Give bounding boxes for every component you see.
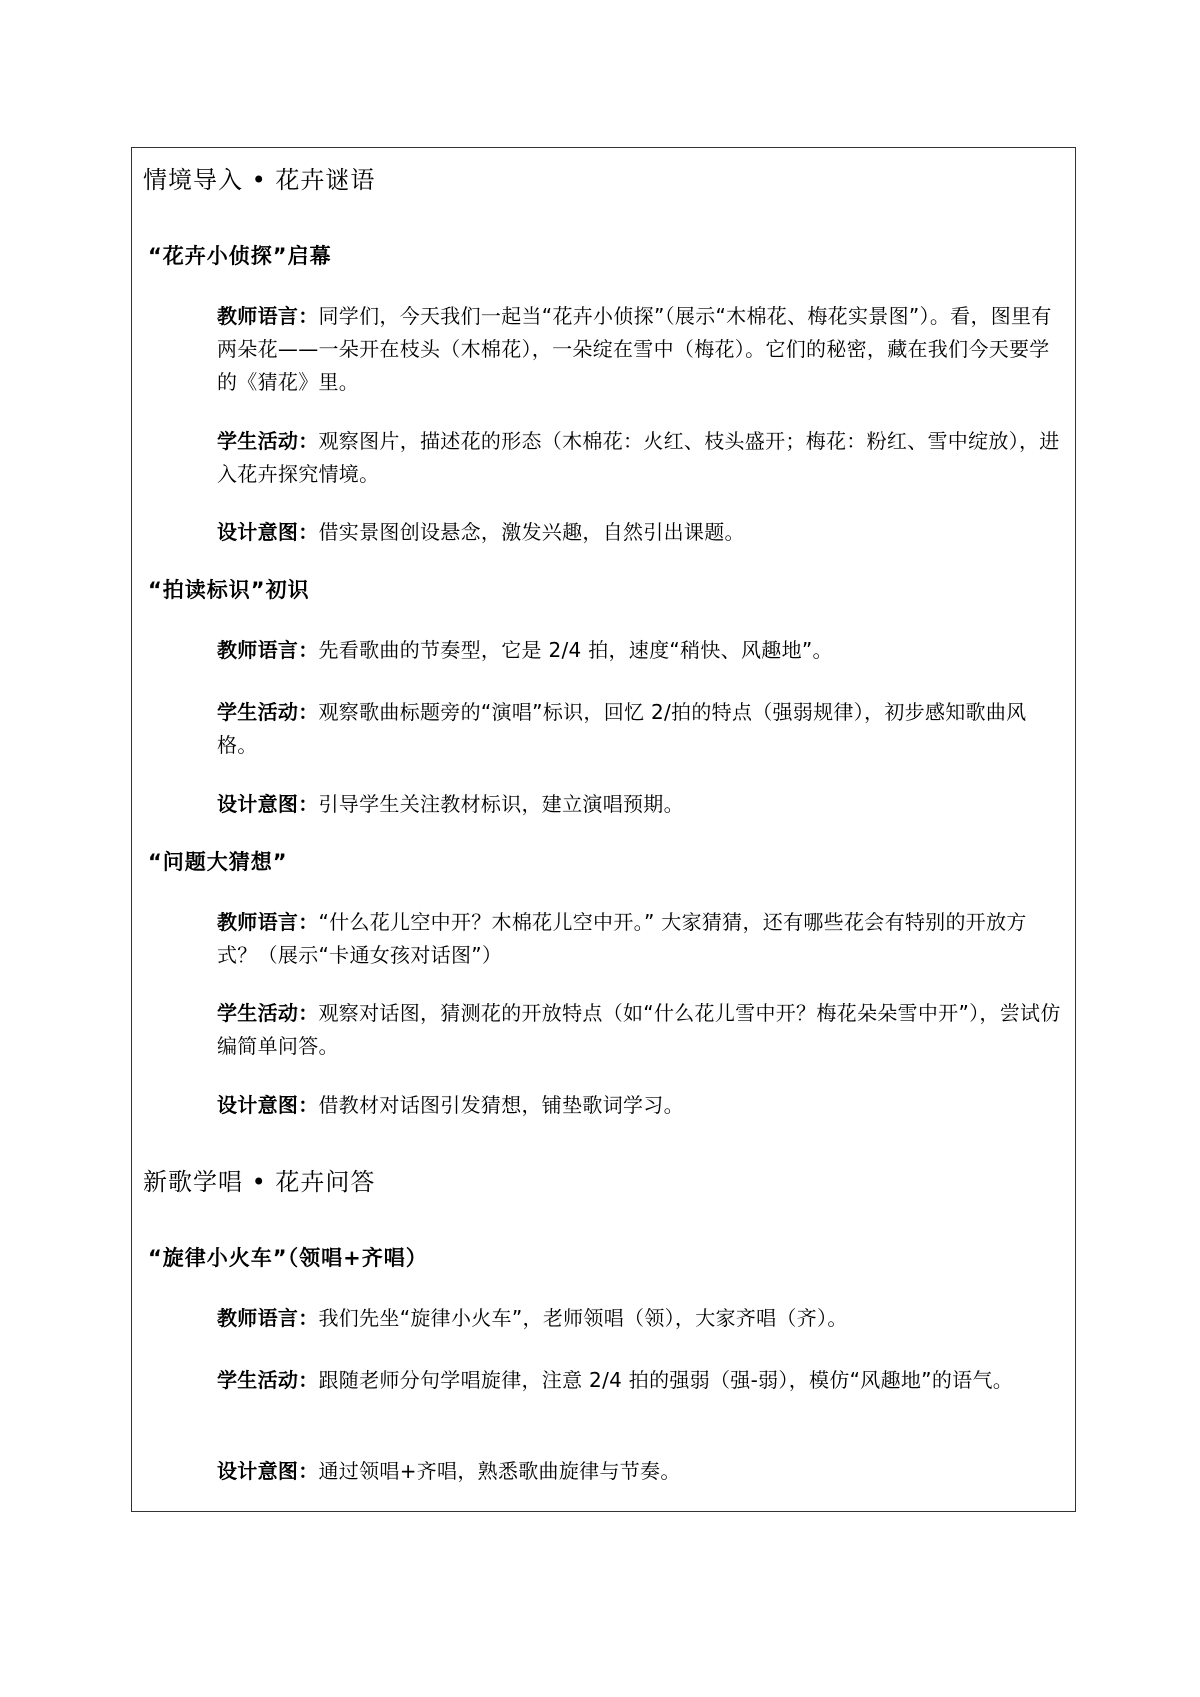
paragraph-label: 教师语言： xyxy=(217,1306,319,1330)
paragraph-label: 教师语言： xyxy=(217,304,319,328)
paragraph-text: 借教材对话图引发猜想，铺垫歌词学习。 xyxy=(318,1093,684,1117)
paragraph xyxy=(217,1089,1065,1122)
paragraph xyxy=(217,696,1065,762)
paragraph-text: 我们先坐“旋律小火车”，老师领唱（领），大家齐唱（齐）。 xyxy=(318,1306,848,1330)
paragraph xyxy=(217,997,1065,1063)
subsection-title: “问题大猜想” xyxy=(148,850,288,874)
paragraph-label: 学生活动： xyxy=(217,700,319,724)
paragraph-text: 借实景图创设悬念，激发兴趣，自然引出课题。 xyxy=(318,520,745,544)
paragraph-label: 设计意图： xyxy=(217,1093,319,1117)
paragraph-text: 观察歌曲标题旁的“演唱”标识，回忆 2/拍的特点（强弱规律），初步感知歌曲风格。 xyxy=(217,700,1027,757)
paragraph xyxy=(217,1302,1065,1335)
paragraph xyxy=(217,906,1065,972)
paragraph-text: 引导学生关注教材标识，建立演唱预期。 xyxy=(318,792,684,816)
subsection-title: “旋律小火车”（领唱+齐唱） xyxy=(148,1246,428,1270)
paragraph-label: 设计意图： xyxy=(217,520,319,544)
paragraph-text: 同学们，今天我们一起当“花卉小侦探”（展示“木棉花、梅花实景图”）。看，图里有两朵花——一朵开在枝头（木棉花），一朵绽在雪中（梅花）。它们的秘密，藏在我们今天要学的《猜花》里。 xyxy=(217,304,1052,394)
paragraph-text: 观察对话图，猜测花的开放特点（如“什么花儿雪中开？梅花朵朵雪中开”），尝试仿编简单问答。 xyxy=(217,1001,1061,1058)
paragraph xyxy=(217,425,1065,491)
paragraph-label: 教师语言： xyxy=(217,638,319,662)
paragraph-text: 先看歌曲的节奏型，它是 2/4 拍，速度“稍快、风趣地”。 xyxy=(318,638,833,662)
paragraph-label: 设计意图： xyxy=(217,1459,319,1483)
paragraph xyxy=(217,300,1065,399)
paragraph-text: 通过领唱+齐唱，熟悉歌曲旋律与节奏。 xyxy=(318,1459,681,1483)
subsection-title: “拍读标识”初识 xyxy=(148,578,310,602)
paragraph-label: 学生活动： xyxy=(217,429,319,453)
paragraph-text: 跟随老师分句学唱旋律，注意 2/4 拍的强弱（强-弱），模仿“风趣地”的语气。 xyxy=(318,1368,1014,1392)
paragraph-label: 设计意图： xyxy=(217,792,319,816)
subsection-title: “花卉小侦探”启幕 xyxy=(148,244,332,268)
paragraph xyxy=(217,634,1065,667)
section-title: 情境导入 • 花卉谜语 xyxy=(143,166,376,194)
section-title: 新歌学唱 • 花卉问答 xyxy=(143,1168,376,1196)
paragraph xyxy=(217,1455,1065,1488)
paragraph-label: 学生活动： xyxy=(217,1001,319,1025)
paragraph-label: 教师语言： xyxy=(217,910,319,934)
paragraph-text: 观察图片，描述花的形态（木棉花：火红、枝头盛开；梅花：粉红、雪中绽放），进入花卉探究情境。 xyxy=(217,429,1060,486)
paragraph-text: “什么花儿空中开？木棉花儿空中开。” 大家猜猜，还有哪些花会有特别的开放方式？（展示“卡通女孩对话图”） xyxy=(217,910,1027,967)
paragraph xyxy=(217,1364,1065,1397)
paragraph xyxy=(217,788,1065,821)
paragraph xyxy=(217,516,1065,549)
paragraph-label: 学生活动： xyxy=(217,1368,319,1392)
